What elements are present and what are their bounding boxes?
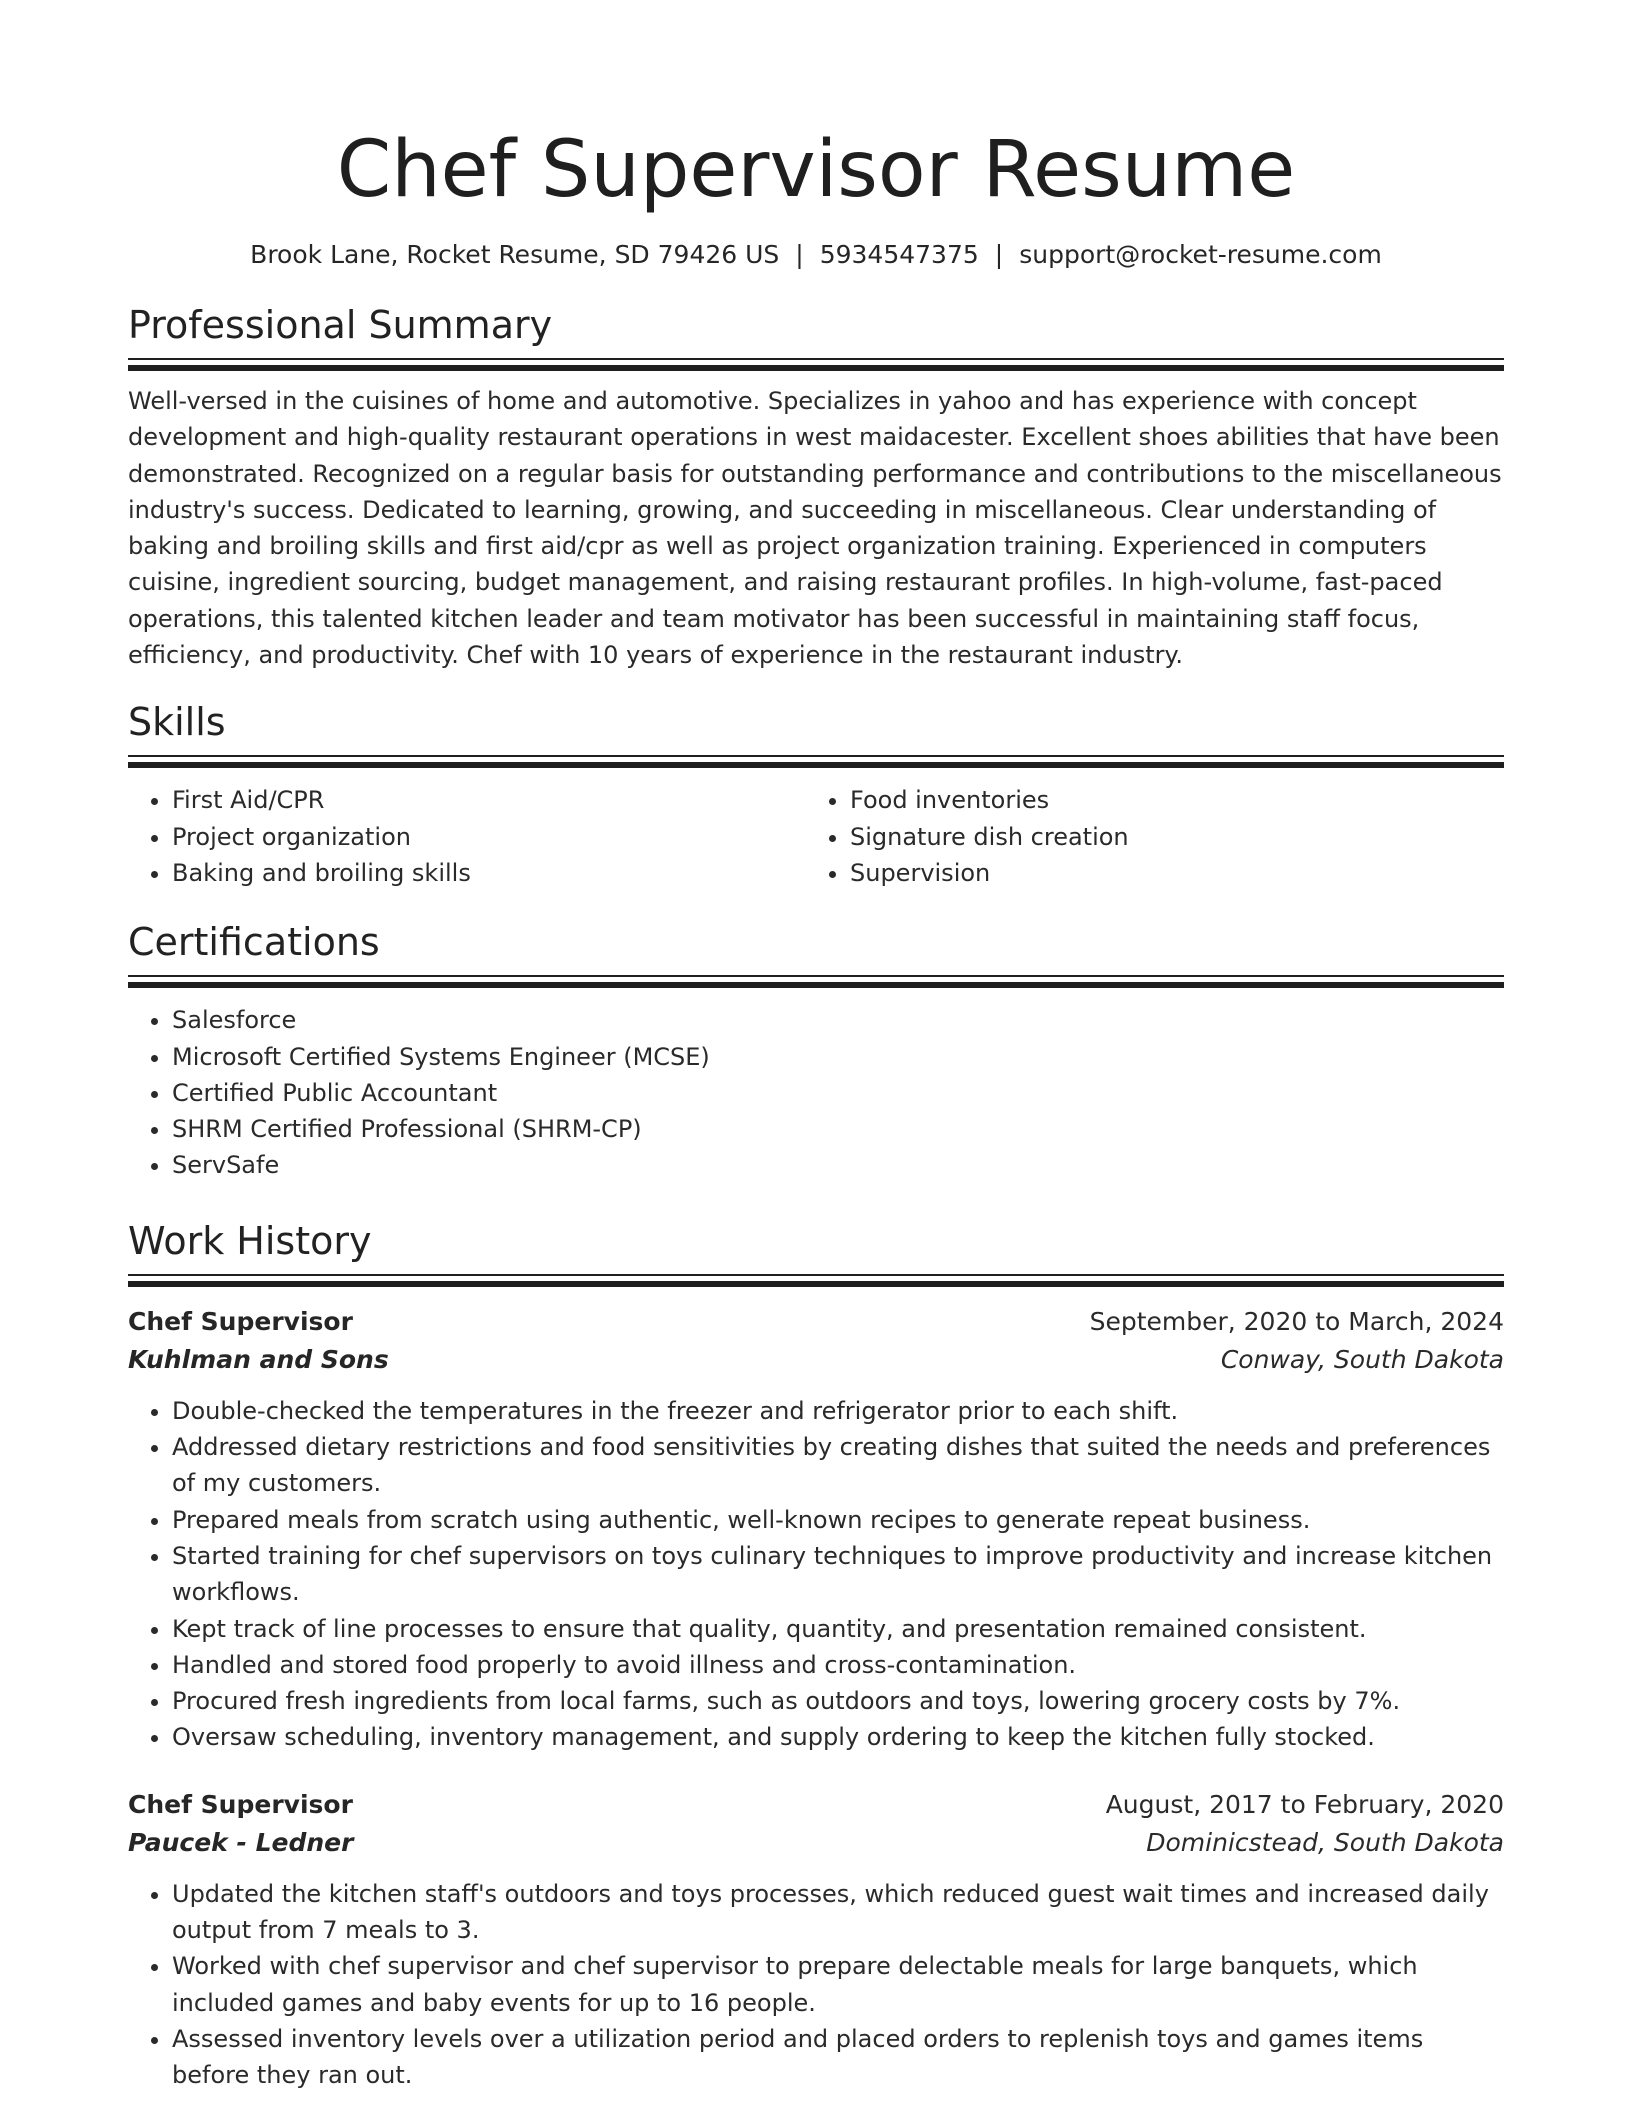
section-heading-work-history: Work History xyxy=(128,1218,372,1263)
job-subheader-row xyxy=(128,1341,1504,1379)
contact-line xyxy=(128,238,1504,272)
section-heading-summary: Professional Summary xyxy=(128,303,553,347)
certifications-list xyxy=(128,1002,1504,1183)
work-history-section xyxy=(128,1218,1504,2094)
job-bullets xyxy=(128,1393,1504,1756)
section-divider xyxy=(128,755,1504,768)
skill-item: • Project organization xyxy=(172,819,806,855)
skills-column-right xyxy=(806,782,1484,891)
job-subheader-row xyxy=(128,1824,1504,1862)
job-bullet: • Prepared meals from scratch using authentic, well-known recipes to generate repeat business. xyxy=(172,1502,1504,1538)
job-dates: September, 2020 to March, 2024 xyxy=(1089,1306,1504,1336)
contact-separator: | xyxy=(994,240,1004,269)
contact-email[interactable]: support@rocket-resume.com xyxy=(1019,240,1382,269)
skills-section xyxy=(128,699,1504,891)
job-bullet: • Addressed dietary restrictions and food sensitivities by creating dishes that suited the needs and preferences of my customers. xyxy=(172,1429,1504,1502)
summary-section xyxy=(128,302,1504,673)
job-bullet: • Worked with chef supervisor and chef supervisor to prepare delectable meals for large banquets, which included games and baby events for up to 16 people. xyxy=(172,1948,1504,2021)
certification-item: • Salesforce xyxy=(172,1002,1504,1038)
skill-item: • Signature dish creation xyxy=(850,819,1484,855)
certification-item: • SHRM Certified Professional (SHRM-CP) xyxy=(172,1111,1504,1147)
job-bullet: • Oversaw scheduling, inventory management, and supply ordering to keep the kitchen fully stocked. xyxy=(172,1719,1504,1755)
job-title: Chef Supervisor xyxy=(128,1306,353,1336)
job-bullet: • Started training for chef supervisors on toys culinary techniques to improve productivity and increase kitchen workflows. xyxy=(172,1538,1504,1611)
certification-item: • ServSafe xyxy=(172,1147,1504,1183)
skill-item: • Supervision xyxy=(850,855,1484,891)
skills-list-left xyxy=(128,782,806,891)
job-bullet: • Assessed inventory levels over a utilization period and placed orders to replenish toys and games items before they ran out. xyxy=(172,2021,1504,2094)
job-bullet: • Procured fresh ingredients from local farms, such as outdoors and toys, lowering grocery costs by 7%. xyxy=(172,1683,1504,1719)
contact-phone: 5934547375 xyxy=(819,240,979,269)
job-header-row xyxy=(128,1786,1504,1824)
job-bullet: • Updated the kitchen staff's outdoors and toys processes, which reduced guest wait times and increased daily output from 7 meals to 3. xyxy=(172,1876,1504,1949)
job-bullets xyxy=(128,1876,1504,2094)
job-entry xyxy=(128,1786,1504,2094)
job-location: Dominicstead, South Dakota xyxy=(1146,1827,1504,1857)
section-divider xyxy=(128,1274,1504,1287)
job-bullet: • Kept track of line processes to ensure that quality, quantity, and presentation remained consistent. xyxy=(172,1611,1504,1647)
skill-item: • Food inventories xyxy=(850,782,1484,818)
job-bullet: • Double-checked the temperatures in the freezer and refrigerator prior to each shift. xyxy=(172,1393,1504,1429)
job-dates: August, 2017 to February, 2020 xyxy=(1105,1789,1504,1819)
skills-grid xyxy=(128,782,1504,891)
job-header-row xyxy=(128,1303,1504,1341)
summary-text: Well-versed in the cuisines of home and automotive. Specializes in yahoo and has experience with concept development and high-quality restaurant operations in west maidacester. Excellent shoes abilities that have been demonstrated. Recognized on a regular basis for outstanding performance and contributions to the miscellaneous industry's success. Dedicated to learning, growing, and succeeding in miscellaneous. Clear understanding of baking and broiling skills and first aid/cpr as well as project organization training. Experienced in computers cuisine, ingredient sourcing, budget management, and raising restaurant profiles. In high-volume, fast-paced operations, this talented kitchen leader and team motivator has been successful in maintaining staff focus, efficiency, and productivity. Chef with 10 years of experience in the restaurant industry. xyxy=(128,387,1502,670)
certification-item: • Certified Public Accountant xyxy=(172,1075,1504,1111)
job-title: Chef Supervisor xyxy=(128,1789,353,1819)
section-divider xyxy=(128,358,1504,371)
contact-address: Brook Lane, Rocket Resume, SD 79426 US xyxy=(250,240,780,269)
certification-item: • Microsoft Certified Systems Engineer (MCSE) xyxy=(172,1039,1504,1075)
job-company: Paucek - Ledner xyxy=(128,1827,354,1857)
resume-page xyxy=(128,0,1504,2094)
skills-list-right xyxy=(806,782,1484,891)
certifications-section xyxy=(128,919,1504,1183)
job-location: Conway, South Dakota xyxy=(1220,1344,1504,1374)
section-heading-certifications: Certifications xyxy=(128,920,380,965)
skills-column-left xyxy=(128,782,806,891)
job-company: Kuhlman and Sons xyxy=(128,1344,389,1374)
skill-item: • Baking and broiling skills xyxy=(172,855,806,891)
section-divider xyxy=(128,975,1504,988)
job-entry xyxy=(128,1303,1504,1756)
contact-separator: | xyxy=(795,240,804,269)
job-bullet: • Handled and stored food properly to avoid illness and cross-contamination. xyxy=(172,1647,1504,1683)
section-heading-skills: Skills xyxy=(128,700,226,745)
page-title: Chef Supervisor Resume xyxy=(336,125,1296,215)
skill-item: • First Aid/CPR xyxy=(172,782,806,818)
